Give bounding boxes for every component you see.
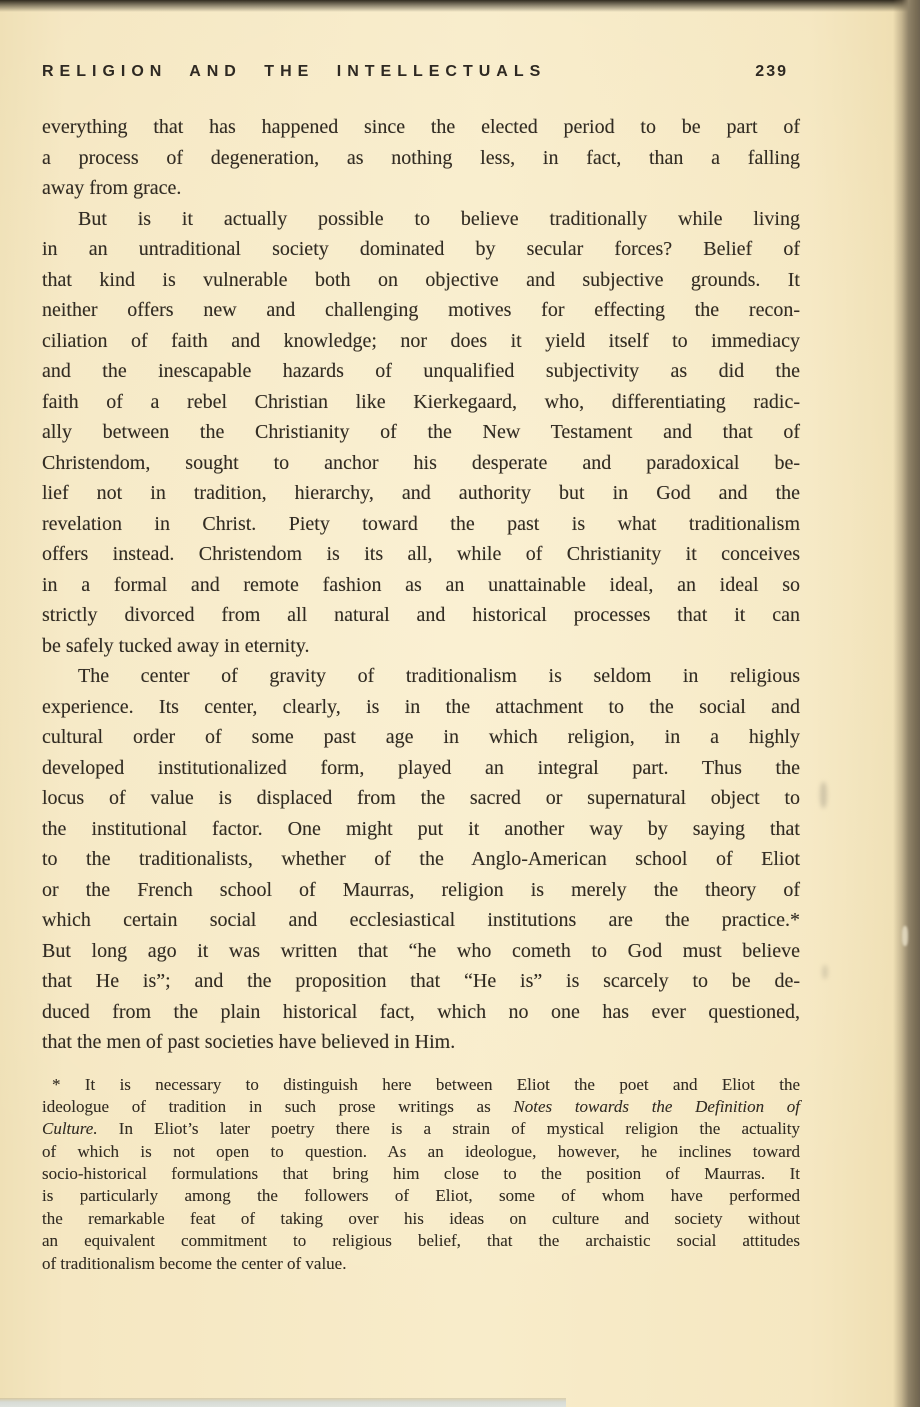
footnote-segment: an equivalent commitment to religious belief, that the archaistic social attitudes	[42, 1231, 800, 1251]
body-line: that He is”; and the proposition that “He is” is scarcely to be de-	[42, 970, 800, 992]
body-line: cultural order of some past age in which religion, in a highly	[42, 726, 800, 748]
body-line: away from grace.	[42, 177, 182, 199]
scan-edge-bottom-strip	[0, 1398, 566, 1407]
footnote-book-title: Notes towards the Definition of	[513, 1096, 800, 1116]
body-line: in an untraditional society dominated by secular forces? Belief of	[42, 238, 800, 260]
body-line: a process of degeneration, as nothing less, in fact, than a falling	[42, 146, 800, 169]
footnote-segment: ideologue of tradition in such prose writings as	[42, 1096, 514, 1116]
body-line: faith of a rebel Christian like Kierkegaard, who, differentiating radic-	[42, 390, 800, 413]
body-line: that kind is vulnerable both on objective and subjective grounds. It	[42, 268, 800, 291]
footnote-segment: In Eliot’s later poetry there is a strain of mystical religion the actuality	[97, 1119, 800, 1139]
page-number: 239	[755, 63, 788, 80]
body-line: the institutional factor. One might put it another way by saying that	[42, 817, 800, 840]
footnote-line	[42, 1163, 800, 1185]
scan-edge-top	[0, 0, 920, 12]
body-line: strictly divorced from all natural and historical processes that it can	[42, 604, 800, 626]
footnote-segment: the remarkable feat of taking over his ideas on culture and society without	[42, 1208, 800, 1228]
page-content	[42, 62, 800, 1275]
scan-smudge	[822, 965, 828, 979]
body-line: ally between the Christianity of the New Testament and that of	[42, 421, 800, 443]
footnote-segment: of traditionalism become the center of value.	[42, 1253, 347, 1273]
footnote-line	[42, 1185, 800, 1207]
body-line: But is it actually possible to believe traditionally while living	[78, 207, 800, 230]
body-line: But long ago it was written that “he who cometh to God must believe	[42, 939, 800, 962]
body-line: locus of value is displaced from the sacred or supernatural object to	[42, 787, 800, 809]
body-line: to the traditionalists, whether of the Anglo-American school of Eliot	[42, 848, 800, 870]
footnote-line	[42, 1230, 800, 1252]
body-line: which certain social and ecclesiastical institutions are the practice.*	[42, 909, 800, 931]
body-line: Christendom, sought to anchor his desperate and paradoxical be-	[42, 451, 800, 474]
footnote-line	[42, 1074, 800, 1096]
body-line: or the French school of Maurras, religion is merely the theory of	[42, 878, 800, 901]
footnote-line	[42, 1208, 800, 1230]
body-line: duced from the plain historical fact, which no one has ever questioned,	[42, 1000, 800, 1023]
footnote-segment: socio-historical formulations that bring him close to the position of Maurras. It	[42, 1164, 800, 1184]
body-line: that the men of past societies have believed in Him.	[42, 1031, 456, 1053]
body-line: revelation in Christ. Piety toward the past is what traditionalism	[42, 512, 800, 535]
footnote-line	[42, 1253, 800, 1275]
body-line: and the inescapable hazards of unqualified subjectivity as did the	[42, 360, 800, 382]
body-line: offers instead. Christendom is its all, while of Christianity it conceives	[42, 543, 800, 565]
running-header	[42, 62, 800, 82]
scan-smudge	[820, 782, 827, 808]
chapter-title: RELIGION AND THE INTELLECTUALS	[42, 63, 547, 80]
body-line: lief not in tradition, hierarchy, and authority but in God and the	[42, 482, 800, 504]
footnote-line	[42, 1096, 800, 1118]
body-line: The center of gravity of traditionalism is seldom in religious	[78, 665, 800, 687]
body-text	[42, 112, 800, 1058]
body-line: everything that has happened since the elected period to be part of	[42, 116, 800, 138]
footnote-segment: of which is not open to question. As an ideologue, however, he inclines toward	[42, 1141, 800, 1161]
body-line: ciliation of faith and knowledge; nor does it yield itself to immediacy	[42, 329, 800, 352]
scan-gutter-shadow	[893, 0, 920, 1407]
footnote-book-title: Culture.	[42, 1119, 98, 1139]
scan-smudge	[902, 926, 908, 946]
footnote-line	[42, 1141, 800, 1163]
body-line: experience. Its center, clearly, is in the attachment to the social and	[42, 695, 800, 718]
body-line: neither offers new and challenging motives for effecting the recon-	[42, 299, 800, 321]
body-line: developed institutionalized form, played an integral part. Thus the	[42, 756, 800, 779]
footnote-text	[42, 1074, 800, 1276]
footnote-segment: * It is necessary to distinguish here between Eliot the poet and Eliot the	[52, 1074, 800, 1094]
footnote-segment: is particularly among the followers of Eliot, some of whom have performed	[42, 1186, 800, 1206]
body-line: in a formal and remote fashion as an unattainable ideal, an ideal so	[42, 573, 800, 596]
footnote-line	[42, 1118, 800, 1140]
body-line: be safely tucked away in eternity.	[42, 634, 310, 657]
